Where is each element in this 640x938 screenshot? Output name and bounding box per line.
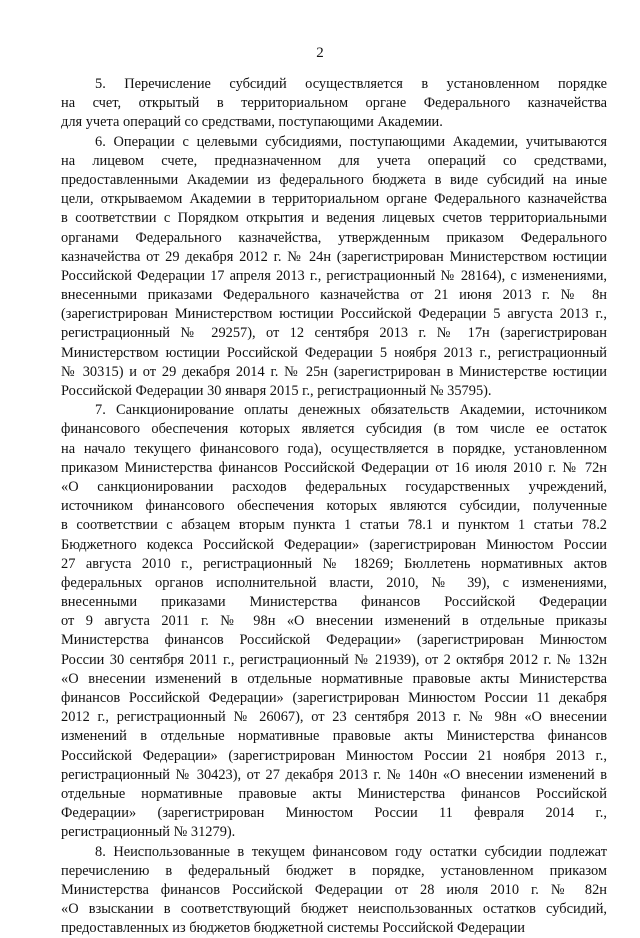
text-line: на лицевом счете, предназначенном для учета операций со средствами, xyxy=(61,152,607,171)
text-line: федеральных органов исполнительной власти, 2010, № 39), с изменениями, xyxy=(61,574,607,593)
text-line: предоставленными Академии из федерального бюджета в виде субсидий на иные xyxy=(61,171,607,190)
text-line: предоставленных из бюджетов бюджетной системы Российской Федерации xyxy=(61,919,607,938)
text-line: России 30 сентября 2011 г., регистрационный № 21939), от 2 октября 2012 г. № 132н xyxy=(61,651,607,670)
text-line: финансов Российской Федерации» (зарегистрирован Минюстом России 11 декабря xyxy=(61,689,607,708)
text-line: в соответствии с абзацем вторым пункта 1 статьи 78.1 и пунктом 1 статьи 78.2 xyxy=(61,516,607,535)
text-line: внесенными приказами Федерального казначейства от 21 июня 2013 г. № 8н xyxy=(61,286,607,305)
text-line: на счет, открытый в территориальном органе Федерального казначейства xyxy=(61,94,607,113)
text-line: Федерации» (зарегистрирован Минюстом России 11 февраля 2014 г., xyxy=(61,804,607,823)
text-line: в соответствии с Порядком открытия и ведения лицевых счетов территориальными xyxy=(61,209,607,228)
paragraph-8 xyxy=(61,843,607,938)
text-line: 7. Санкционирование оплаты денежных обязательств Академии, источником xyxy=(61,401,607,420)
text-line: финансового обеспечения которых является субсидия (в том числе ее остаток xyxy=(61,420,607,439)
text-line: Министерства финансов Российской Федерации от 28 июля 2010 г. № 82н xyxy=(61,881,607,900)
text-line: отдельные нормативные правовые акты Министерства финансов Российской xyxy=(61,785,607,804)
text-line: для учета операций со средствами, поступающими Академии. xyxy=(61,113,607,132)
text-line: «О внесении изменений в отдельные нормативные правовые акты Министерства xyxy=(61,670,607,689)
text-line: «О санкционировании расходов федеральных государственных учреждений, xyxy=(61,478,607,497)
text-line: Российской Федерации 30 января 2015 г., регистрационный № 35795). xyxy=(61,382,607,401)
text-line: 8. Неиспользованные в текущем финансовом году остатки субсидии подлежат xyxy=(61,843,607,862)
text-line: № 30315) и от 29 декабря 2014 г. № 25н (зарегистрирован в Министерстве юстиции xyxy=(61,363,607,382)
text-line: органами Федерального казначейства, утвержденным приказом Федерального xyxy=(61,229,607,248)
text-line: казначейства от 29 декабря 2012 г. № 24н (зарегистрирован Министерством юстиции xyxy=(61,248,607,267)
text-line: перечислению в федеральный бюджет в порядке, установленном приказом xyxy=(61,862,607,881)
text-line: приказом Министерства финансов Российской Федерации от 16 июля 2010 г. № 72н xyxy=(61,459,607,478)
text-line: 27 августа 2010 г., регистрационный № 18269; Бюллетень нормативных актов xyxy=(61,555,607,574)
text-line: Российской Федерации 17 апреля 2013 г., регистрационный № 28164), с изменениями, xyxy=(61,267,607,286)
paragraph-5 xyxy=(61,75,607,133)
text-line: внесенными приказами Министерства финансов Российской Федерации xyxy=(61,593,607,612)
text-line: 5. Перечисление субсидий осуществляется в установленном порядке xyxy=(61,75,607,94)
text-line: Министерства финансов Российской Федерации» (зарегистрирован Минюстом xyxy=(61,631,607,650)
document-body xyxy=(61,75,607,938)
paragraph-6 xyxy=(61,133,607,402)
page-number: 2 xyxy=(0,44,640,63)
text-line: от 9 августа 2011 г. № 98н «О внесении изменений в отдельные приказы xyxy=(61,612,607,631)
text-line: регистрационный № 30423), от 27 декабря 2013 г. № 140н «О внесении изменений в xyxy=(61,766,607,785)
text-line: 6. Операции с целевыми субсидиями, поступающими Академии, учитываются xyxy=(61,133,607,152)
text-line: Министерством юстиции Российской Федерации 5 ноября 2013 г., регистрационный xyxy=(61,344,607,363)
paragraph-7 xyxy=(61,401,607,842)
text-line: цели, открываемом Академии в территориальном органе Федерального казначейства xyxy=(61,190,607,209)
text-line: Российской Федерации» (зарегистрирован Минюстом России 21 ноября 2013 г., xyxy=(61,747,607,766)
text-line: регистрационный № 29257), от 12 сентября 2013 г. № 17н (зарегистрирован xyxy=(61,324,607,343)
text-line: (зарегистрирован Министерством юстиции Российской Федерации 5 августа 2013 г., xyxy=(61,305,607,324)
text-line: Бюджетного кодекса Российской Федерации» (зарегистрирован Минюстом России xyxy=(61,536,607,555)
text-line: 2012 г., регистрационный № 26067), от 23 сентября 2013 г. № 98н «О внесении xyxy=(61,708,607,727)
text-line: источником финансового обеспечения которых являются субсидии, полученные xyxy=(61,497,607,516)
text-line: изменений в отдельные нормативные правовые акты Министерства финансов xyxy=(61,727,607,746)
text-line: на начало текущего финансового года), осуществляется в порядке, установленном xyxy=(61,440,607,459)
text-line: «О взыскании в соответствующий бюджет неиспользованных остатков субсидий, xyxy=(61,900,607,919)
text-line: регистрационный № 31279). xyxy=(61,823,607,842)
